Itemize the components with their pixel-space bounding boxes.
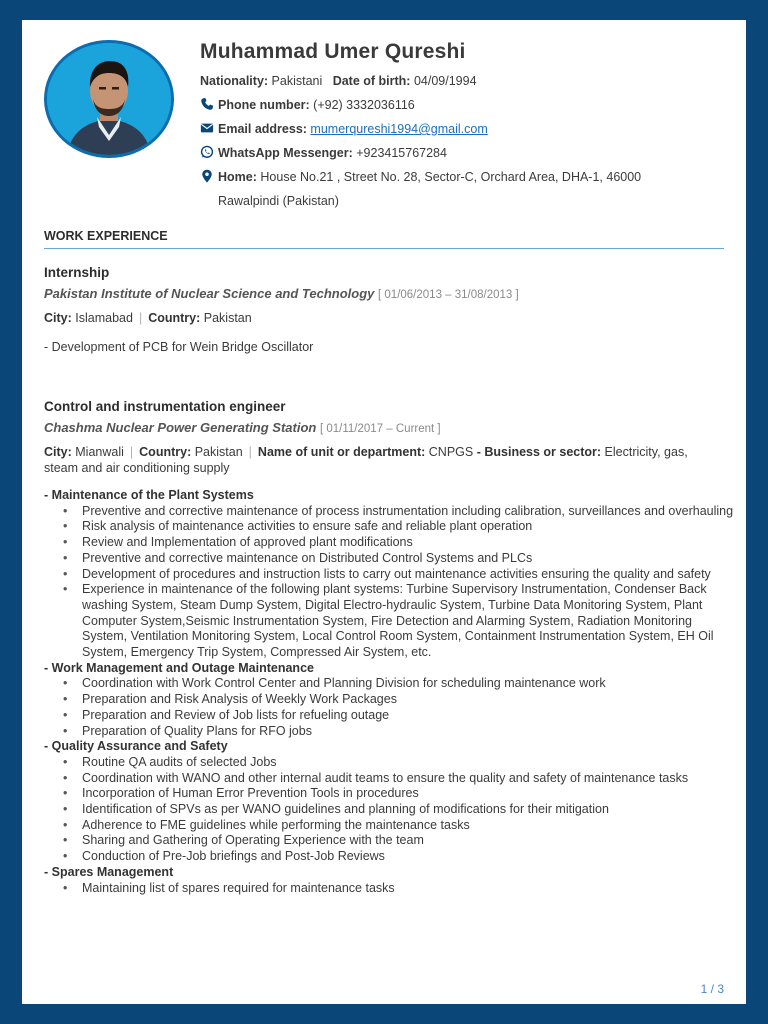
duty-group-label: Maintenance of the Plant Systems [51,488,254,502]
profile-photo-image [47,43,171,155]
job-duties [44,488,734,896]
job-location [44,444,724,476]
duty-list [44,676,734,739]
whatsapp-icon [200,145,214,159]
city-value: Mianwali [75,445,124,459]
home-address-line2: Rawalpindi (Pakistan) [218,194,339,208]
job-employer [44,286,519,301]
duty-group-dash: - [44,739,49,754]
separator: | [129,445,134,459]
country-label: Country: [148,311,201,325]
dob-label: Date of birth: [332,74,411,88]
city-label: City: [44,311,72,325]
duty-item: • Risk analysis of maintenance activities to ensure safe and reliable plant operation [44,519,734,535]
phone-value: (+92) 3332036116 [313,98,415,112]
home-label: Home: [218,170,257,184]
duty-item: • Preventive and corrective maintenance on Distributed Control Systems and PLCs [44,551,734,567]
job-title-internship: Internship [44,265,110,280]
duty-item: • Experience in maintenance of the following plant systems: Turbine Supervisory Instrumentation, Condenser Back washing System, Steam Dump System, Digital Electro-hydraulic System, Turbine Data Monitoring System, Plant Computer System,Seismic Instrumentation System, Fire Detection and Alarming System, Radiation Monitoring System, Ventilation Monitoring System, Local Control Room System, Containment Instrumentation System, EH Oil System, Emergency Trip System, Compressed Air System, etc. [44,582,734,661]
sector-value-line1: Electricity, gas, [604,445,688,459]
country-value: Pakistan [194,445,243,459]
duty-group-title [44,739,734,755]
country-value: Pakistan [203,311,252,325]
duty-group-dash: - [44,864,49,879]
unit-label: Name of unit or department: [257,445,426,459]
country-label: Country: [139,445,192,459]
duty-item: • Preparation and Review of Job lists for refueling outage [44,708,734,724]
city-label: City: [44,445,72,459]
home-address-line1: House No.21 , Street No. 28, Sector-C, Orchard Area, DHA-1, 46000 [260,170,642,184]
city-value: Islamabad [75,311,133,325]
whatsapp-label: WhatsApp Messenger: [218,146,353,160]
job-employer-name: Pakistan Institute of Nuclear Science and Technology [44,286,375,301]
duty-list [44,504,734,661]
whatsapp-value: +923415767284 [356,146,447,160]
job-employer [44,420,441,435]
cv-page [22,20,746,1004]
personal-info-row [200,73,477,89]
home-row [200,169,641,185]
duty-group-title [44,661,734,677]
duty-group-label: Spares Management [51,864,174,879]
nationality-label: Nationality: [200,74,269,88]
duty-group-title [44,865,734,881]
sector-value-line2: steam and air conditioning supply [44,461,230,475]
duty-item: • Identification of SPVs as per WANO guidelines and planning of modifications for their mitigation [44,802,734,818]
envelope-icon [200,121,214,135]
duty-item: • Conduction of Pre-Job briefings and Post-Job Reviews [44,849,734,865]
duty-group-dash: - [44,660,49,675]
job-dates: [ 01/11/2017 – Current ] [319,423,441,435]
duty-item: • Coordination with WANO and other internal audit teams to ensure the quality and safety of maintenance tasks [44,771,734,787]
duty-item: • Preparation of Quality Plans for RFO jobs [44,724,734,740]
whatsapp-row [200,145,447,161]
duty-item: • Coordination with Work Control Center and Planning Division for scheduling maintenance work [44,676,734,692]
job-title-engineer: Control and instrumentation engineer [44,399,286,414]
duty-item: • Routine QA audits of selected Jobs [44,755,734,771]
unit-value: CNPGS [428,445,474,459]
separator: | [248,445,252,459]
frame-corner-top-left [0,0,22,82]
email-row [200,121,488,137]
duty-item: • Preparation and Risk Analysis of Weekly Work Packages [44,692,734,708]
duty-item: • Development of procedures and instruction lists to carry out maintenance activities ensuring the quality and safety [44,567,734,583]
job-location [44,310,724,326]
duty-group-label: Work Management and Outage Maintenance [51,660,314,675]
separator: | [138,311,143,325]
duty-item: • Preventive and corrective maintenance of process instrumentation including calibration, surveillances and overhauling [44,504,734,520]
section-title-work-experience: WORK EXPERIENCE [44,229,724,249]
page-number: 1 / 3 [700,982,724,996]
duty-item: • Review and Implementation of approved plant modifications [44,535,734,551]
duty-list [44,755,734,865]
email-label: Email address: [218,122,307,136]
duty-list [44,881,734,897]
duty-group-label: Quality Assurance and Safety [51,739,228,754]
location-pin-icon [200,169,214,183]
duty-group-title [44,488,734,504]
job-employer-name: Chashma Nuclear Power Generating Station [44,420,317,435]
duty-item: • Incorporation of Human Error Prevention Tools in procedures [44,786,734,802]
sector-label: - Business or sector: [476,445,602,459]
duty-item: • Maintaining list of spares required for maintenance tasks [44,881,734,897]
nationality-value: Pakistani [271,74,323,88]
dob-value: 04/09/1994 [413,74,477,88]
phone-icon [200,97,214,111]
duty-item: • Adherence to FME guidelines while performing the maintenance tasks [44,818,734,834]
phone-row [200,97,415,113]
duty-item: • Sharing and Gathering of Operating Experience with the team [44,833,734,849]
email-link[interactable]: mumerqureshi1994@gmail.com [310,122,488,136]
job-description: - Development of PCB for Wein Bridge Oscillator [44,340,314,354]
phone-label: Phone number: [218,98,310,112]
duty-group-dash: - [44,488,49,502]
profile-photo [44,40,174,158]
job-dates: [ 01/06/2013 – 31/08/2013 ] [378,289,519,301]
candidate-name: Muhammad Umer Qureshi [200,40,466,63]
